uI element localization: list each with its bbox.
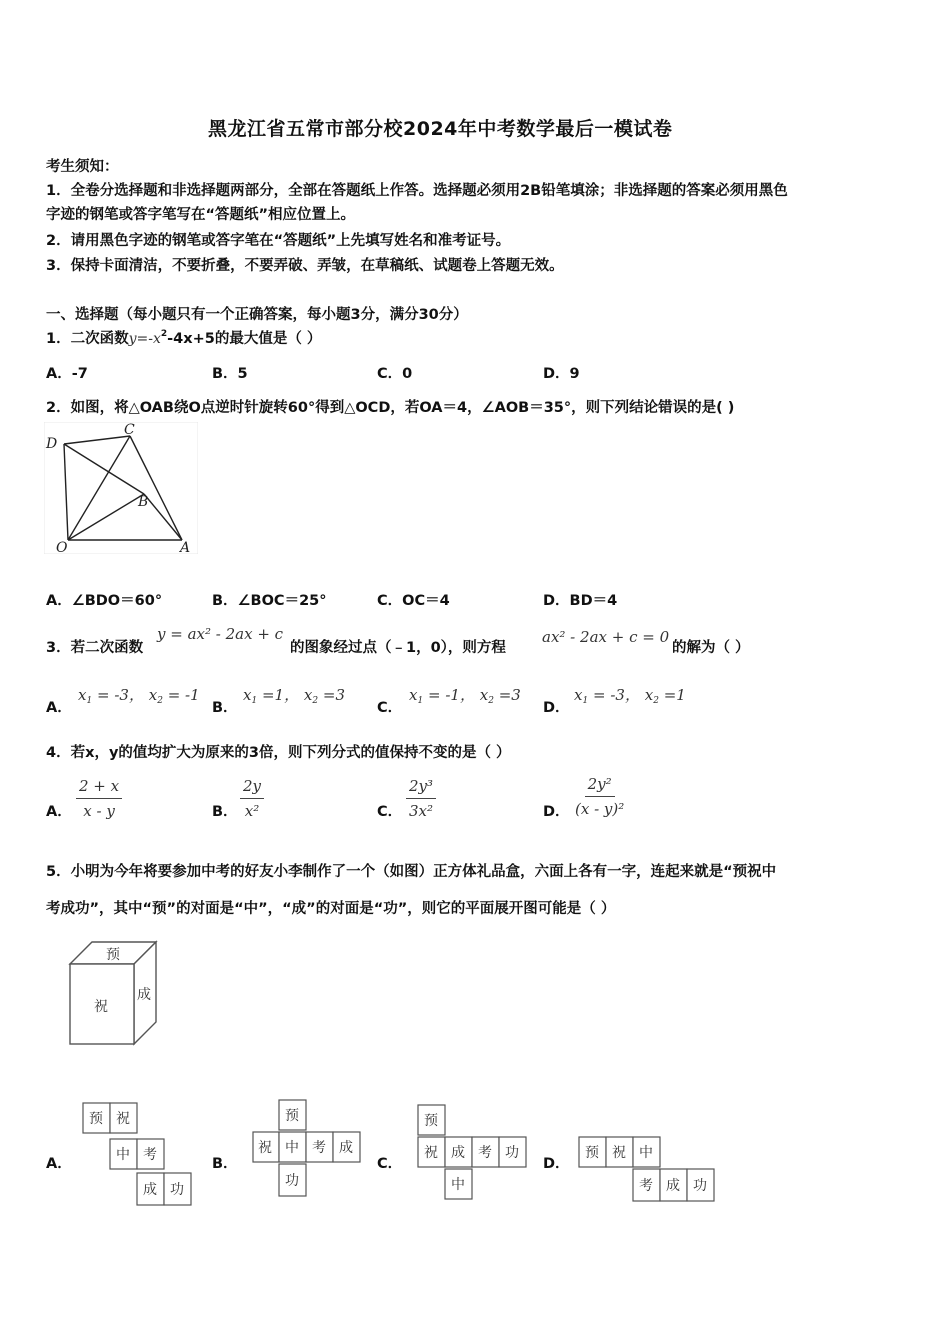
q3-middle: 的图象经过点（﹣1，0），则方程	[290, 640, 506, 656]
q3-prefix: 3．若二次函数	[46, 640, 144, 656]
net-a-cell: 考	[143, 1147, 157, 1163]
net-b-cell: 成	[339, 1140, 353, 1156]
q4-option-b[interactable]: B．	[212, 804, 238, 820]
net-b-cell: 功	[285, 1173, 299, 1189]
net-d-cell: 成	[666, 1178, 680, 1194]
fraction-numerator: 2y²	[585, 775, 615, 797]
q3-d-x2: =1	[663, 686, 686, 704]
q3-c-x1: = -1	[427, 686, 460, 704]
rotation-figure	[44, 422, 198, 554]
q1-exponent: 2	[160, 329, 168, 339]
question-1	[46, 327, 321, 348]
q5-option-a[interactable]: A．	[46, 1156, 72, 1172]
q2-option-b[interactable]: B．∠BOC＝25°	[212, 593, 327, 609]
q1-option-d[interactable]: D．9	[543, 366, 580, 382]
net-d-cell: 中	[639, 1145, 653, 1161]
label-o: O	[56, 540, 68, 554]
q3-b-x1: =1	[261, 686, 285, 704]
q4-option-a-fraction	[76, 777, 122, 820]
q5-option-b[interactable]: B．	[212, 1156, 238, 1172]
fraction-numerator: 2 + x	[76, 777, 122, 799]
net-c-cell: 成	[451, 1145, 465, 1161]
notice-heading: 考生须知：	[46, 159, 119, 175]
q3-option-c[interactable]: C．	[377, 700, 403, 716]
label-b: B	[138, 494, 149, 510]
q3-c-x2: =3	[498, 686, 521, 704]
q1-prefix: 1．二次函数	[46, 331, 129, 347]
q3-option-a[interactable]: A．	[46, 700, 72, 716]
q3-a-x2: = -1	[167, 686, 200, 704]
net-d-cell: 功	[693, 1178, 707, 1194]
net-a-cell: 中	[116, 1147, 130, 1163]
net-d	[578, 1136, 718, 1206]
q1-option-c[interactable]: C．0	[377, 366, 413, 382]
q3-option-d[interactable]: D．	[543, 700, 570, 716]
q3-a-x1: = -3	[96, 686, 129, 704]
net-c-cell: 中	[451, 1177, 465, 1193]
cube-top-label: 预	[106, 947, 120, 963]
q3-d-x1: = -3	[592, 686, 625, 704]
label-d: D	[46, 436, 58, 452]
net-d-cell: 考	[639, 1178, 653, 1194]
notice-item: 1．全卷分选择题和非选择题两部分，全部在答题纸上作答。选择题必须用2B铅笔填涂；非选择题的答案必须用黑色	[46, 183, 788, 199]
q5-option-d[interactable]: D．	[543, 1156, 570, 1172]
notice-item: 2．请用黑色字迹的钢笔或答字笔在“答题纸”上先填写姓名和准考证号。	[46, 233, 511, 249]
q2-option-d[interactable]: D．BD＝4	[543, 593, 618, 609]
net-b-cell: 预	[285, 1108, 299, 1124]
q3-equation: ax² - 2ax + c = 0	[542, 628, 670, 646]
fraction-numerator: 2y³	[406, 777, 436, 799]
q3-b-x2: =3	[322, 686, 345, 704]
fraction-denominator: (x - y)²	[575, 800, 625, 818]
q3-option-b[interactable]: B．	[212, 700, 238, 716]
fraction-numerator: 2y	[240, 777, 264, 799]
q3-suffix: 的解为（ ）	[672, 640, 750, 656]
net-b-cell: 考	[312, 1140, 326, 1156]
q3-option-a-roots: $x_1 = -3$， $x_2 = -1$	[78, 686, 200, 706]
q4-option-d-fraction	[572, 775, 627, 818]
q1-option-a[interactable]: A．-7	[46, 366, 88, 382]
net-c-cell: 预	[424, 1113, 438, 1129]
net-c-cell: 考	[478, 1145, 492, 1161]
cube-front-label: 祝	[94, 999, 108, 1015]
q2-option-c[interactable]: C．OC＝4	[377, 593, 450, 609]
net-c	[417, 1104, 529, 1202]
notice-item: 3．保持卡面清洁，不要折叠，不要弄破、弄皱，在草稿纸、试题卷上答题无效。	[46, 258, 564, 274]
q1-formula: y=-x	[128, 331, 161, 347]
q3-option-c-roots: $x_1 = -1$， $x_2 =3$	[409, 686, 521, 706]
net-b-cell: 中	[285, 1140, 299, 1156]
label-a: A	[180, 540, 191, 554]
q4-option-a[interactable]: A．	[46, 804, 72, 820]
q4-option-b-fraction	[240, 777, 264, 820]
net-a-cell: 功	[170, 1182, 184, 1198]
net-a	[82, 1102, 194, 1210]
q3-function: y = ax² - 2ax + c	[157, 625, 284, 643]
fraction-denominator: 3x²	[409, 802, 434, 820]
net-d-cell: 预	[585, 1145, 599, 1161]
question-5-line-2: 考成功”，其中“预”的对面是“中”，“成”的对面是“功”，则它的平面展开图可能是（ ）	[46, 901, 616, 917]
notice-item: 字迹的钢笔或答字笔写在“答题纸”相应位置上。	[46, 207, 356, 223]
fraction-denominator: x - y	[83, 802, 115, 820]
page-title: 黑龙江省五常市部分校2024年中考数学最后一模试卷	[208, 118, 673, 140]
net-a-cell: 祝	[116, 1111, 130, 1127]
q3-option-b-roots: $x_1 =1$， $x_2 =3$	[243, 686, 345, 706]
question-4: 4．若x，y的值均扩大为原来的3倍，则下列分式的值保持不变的是（ ）	[46, 745, 511, 761]
net-a-cell: 成	[143, 1182, 157, 1198]
q1-option-b[interactable]: B．5	[212, 366, 248, 382]
question-5-line-1: 5．小明为今年将要参加中考的好友小李制作了一个（如图）正方体礼品盒，六面上各有一字，连起来就是“预祝中	[46, 864, 777, 880]
q4-option-c[interactable]: C．	[377, 804, 403, 820]
label-c: C	[124, 422, 135, 438]
net-b-cell: 祝	[258, 1140, 272, 1156]
q2-option-a[interactable]: A．∠BDO＝60°	[46, 593, 163, 609]
gift-cube-figure	[64, 938, 162, 1050]
net-a-cell: 预	[89, 1111, 103, 1127]
q3-option-d-roots: $x_1 = -3$， $x_2 =1$	[574, 686, 686, 706]
net-c-cell: 功	[505, 1145, 519, 1161]
q4-option-c-fraction	[406, 777, 436, 820]
net-d-cell: 祝	[612, 1145, 626, 1161]
section-heading: 一、选择题（每小题只有一个正确答案，每小题3分，满分30分）	[46, 307, 468, 323]
net-b	[252, 1099, 362, 1199]
question-2: 2．如图，将△OAB绕O点逆时针旋转60°得到△OCD，若OA＝4，∠AOB＝35°，则下列结论错误的是( )	[46, 400, 735, 416]
net-c-cell: 祝	[424, 1145, 438, 1161]
cube-side-label: 成	[137, 987, 151, 1003]
q5-option-c[interactable]: C．	[377, 1156, 403, 1172]
q1-suffix: 的最大值是（ ）	[214, 331, 322, 347]
q1-formula-tail: -4x+5	[167, 331, 215, 347]
fraction-denominator: x²	[244, 802, 260, 820]
q4-option-d[interactable]: D．	[543, 804, 570, 820]
